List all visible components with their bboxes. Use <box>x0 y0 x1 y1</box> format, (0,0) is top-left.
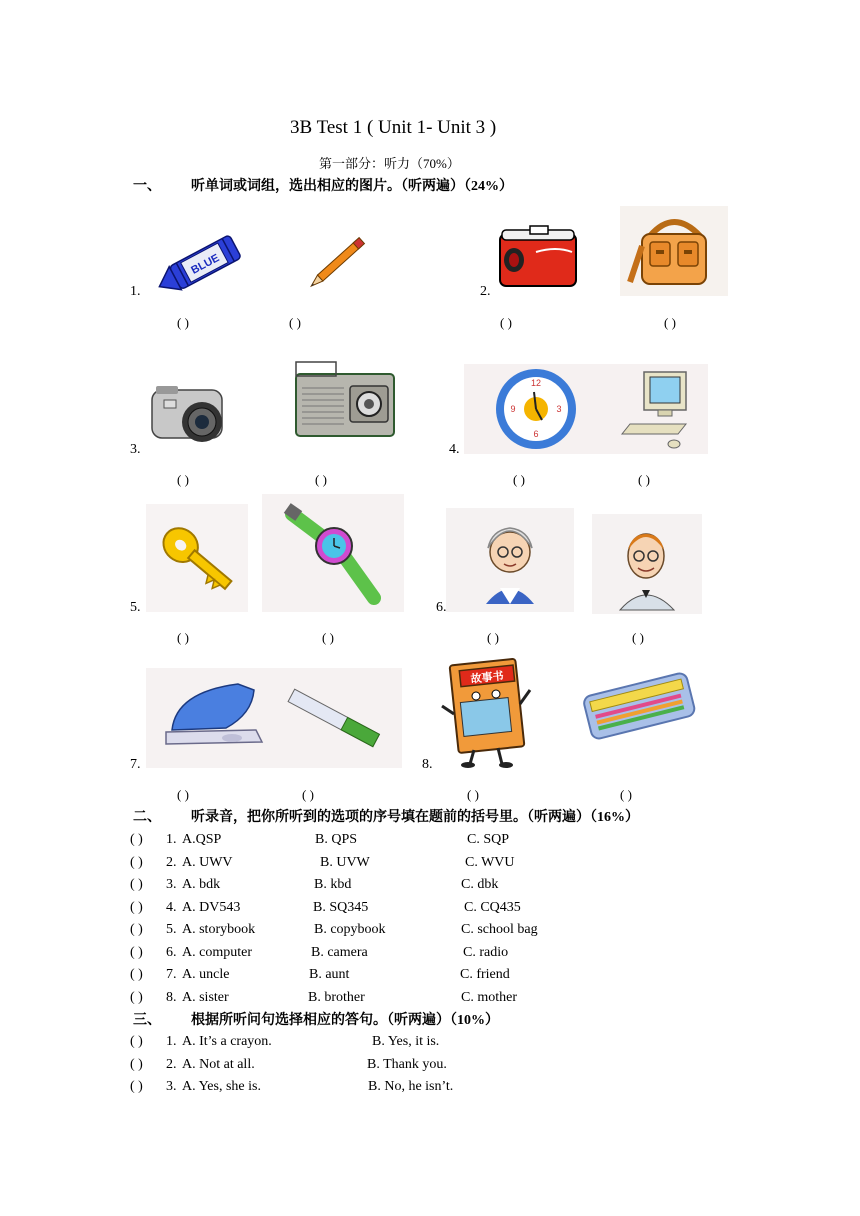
question-number-2: 2. <box>480 284 491 299</box>
question-number: 3. <box>166 1079 177 1094</box>
page-subtitle: 第一部分：听力（70%） <box>319 156 460 171</box>
question-number: 6. <box>166 944 177 960</box>
part1-instruction: 听单词或词组，选出相应的图片。（听两遍）（24%） <box>191 179 513 194</box>
svg-text:9: 9 <box>510 404 516 414</box>
question-number: 8. <box>166 989 177 1005</box>
svg-text:3: 3 <box>556 404 562 414</box>
pencil-case-picture <box>580 662 698 748</box>
option-b: B. aunt <box>309 967 350 982</box>
option-c: C. CQ435 <box>464 899 521 915</box>
answer-blank[interactable]: ( ) <box>130 1034 143 1049</box>
option-b: B. SQ345 <box>313 899 369 915</box>
svg-text:6: 6 <box>533 429 539 439</box>
option-b: B. brother <box>308 989 365 1005</box>
option-a: A. Yes, she is. <box>182 1079 261 1094</box>
option-b: B. kbd <box>314 877 352 892</box>
storybook-label: 故事书 <box>470 669 505 686</box>
option-a: A. It’s a crayon. <box>182 1034 272 1049</box>
answer-blank[interactable]: ( ) <box>130 1079 143 1094</box>
option-c: C. dbk <box>461 877 499 892</box>
question-number-7: 7. <box>130 757 141 772</box>
page-title: 3B Test 1 ( Unit 1- Unit 3 ) <box>290 117 497 138</box>
part2-instruction: 听录音，把你所听到的选项的序号填在题前的括号里。（听两遍）（16%） <box>191 810 639 825</box>
answer-blank[interactable]: ( ) <box>632 630 644 645</box>
grandmother-picture <box>446 508 574 612</box>
option-b: B. Yes, it is. <box>372 1034 440 1049</box>
school-bag-picture <box>620 206 728 296</box>
grandfather-picture <box>592 514 702 614</box>
question-number: 1. <box>166 832 177 847</box>
crayon-picture <box>150 232 250 298</box>
crayon-label: BLUE <box>189 252 222 277</box>
pencil-picture <box>300 228 376 296</box>
option-b: B. copybook <box>314 922 386 937</box>
question-number: 5. <box>166 922 177 937</box>
answer-blank[interactable]: ( ) <box>130 944 143 960</box>
answer-blank[interactable]: ( ) <box>130 832 143 847</box>
camera-picture <box>148 378 230 448</box>
answer-blank[interactable]: ( ) <box>130 1056 143 1072</box>
option-a: A. DV543 <box>182 899 241 915</box>
option-c: C. school bag <box>461 922 538 937</box>
question-number-8: 8. <box>422 757 433 772</box>
answer-blank[interactable]: ( ) <box>130 989 143 1005</box>
answer-blank[interactable]: ( ) <box>315 472 327 487</box>
option-b: B. UVW <box>320 854 370 870</box>
answer-blank[interactable]: ( ) <box>664 315 676 330</box>
answer-blank[interactable]: ( ) <box>130 877 143 892</box>
option-a: A. UWV <box>182 854 233 870</box>
option-b: B. camera <box>311 944 368 960</box>
option-a: A. sister <box>182 989 229 1005</box>
question-number: 2. <box>166 1056 177 1072</box>
answer-blank[interactable]: ( ) <box>130 922 143 937</box>
question-number: 2. <box>166 854 177 870</box>
answer-blank[interactable]: ( ) <box>177 787 189 802</box>
answer-blank[interactable]: ( ) <box>130 854 143 870</box>
option-b: B. No, he isn’t. <box>368 1079 454 1094</box>
option-a: A. computer <box>182 944 252 960</box>
answer-blank[interactable]: ( ) <box>322 630 334 645</box>
answer-blank[interactable]: ( ) <box>500 315 512 330</box>
key-picture <box>146 504 248 612</box>
answer-blank[interactable]: ( ) <box>620 787 632 802</box>
option-a: A.QSP <box>182 832 222 847</box>
answer-blank[interactable]: ( ) <box>467 787 479 802</box>
part1-number: 一、 <box>133 179 161 194</box>
answer-blank[interactable]: ( ) <box>302 787 314 802</box>
option-c: C. WVU <box>465 854 515 870</box>
question-number: 7. <box>166 967 177 982</box>
question-number-6: 6. <box>436 600 447 615</box>
option-a: A. storybook <box>182 922 256 937</box>
answer-blank[interactable]: ( ) <box>289 315 301 330</box>
answer-blank[interactable]: ( ) <box>638 472 650 487</box>
option-a: A. Not at all. <box>182 1056 255 1072</box>
watch-picture <box>262 494 404 612</box>
answer-blank[interactable]: ( ) <box>513 472 525 487</box>
part3-instruction: 根据所听问句选择相应的答句。（听两遍）（10%） <box>191 1013 499 1028</box>
answer-blank[interactable]: ( ) <box>130 967 143 982</box>
answer-blank[interactable]: ( ) <box>177 315 189 330</box>
stapler-ruler-picture <box>146 668 402 768</box>
option-c: C. radio <box>463 944 509 960</box>
answer-blank[interactable]: ( ) <box>130 899 143 915</box>
question-number-5: 5. <box>130 600 141 615</box>
clock-computer-picture <box>464 364 708 454</box>
radio-picture <box>288 356 400 444</box>
option-a: A. uncle <box>182 967 230 982</box>
answer-blank[interactable]: ( ) <box>487 630 499 645</box>
option-b: B. Thank you. <box>367 1056 447 1072</box>
option-a: A. bdk <box>182 877 221 892</box>
option-b: B. QPS <box>315 832 358 847</box>
question-number-1: 1. <box>130 284 141 299</box>
part2-number: 二、 <box>133 810 161 825</box>
option-c: C. SQP <box>467 832 510 847</box>
question-number: 1. <box>166 1034 177 1049</box>
question-number: 4. <box>166 899 177 915</box>
option-c: C. mother <box>461 989 517 1005</box>
option-c: C. friend <box>460 967 510 982</box>
svg-text:12: 12 <box>530 378 542 388</box>
question-number: 3. <box>166 877 177 892</box>
answer-blank[interactable]: ( ) <box>177 630 189 645</box>
storybook-picture <box>436 654 536 770</box>
question-number-4: 4. <box>449 442 460 457</box>
answer-blank[interactable]: ( ) <box>177 472 189 487</box>
question-number-3: 3. <box>130 442 141 457</box>
part3-number: 三、 <box>133 1013 161 1028</box>
pencil-box-picture <box>496 222 582 292</box>
